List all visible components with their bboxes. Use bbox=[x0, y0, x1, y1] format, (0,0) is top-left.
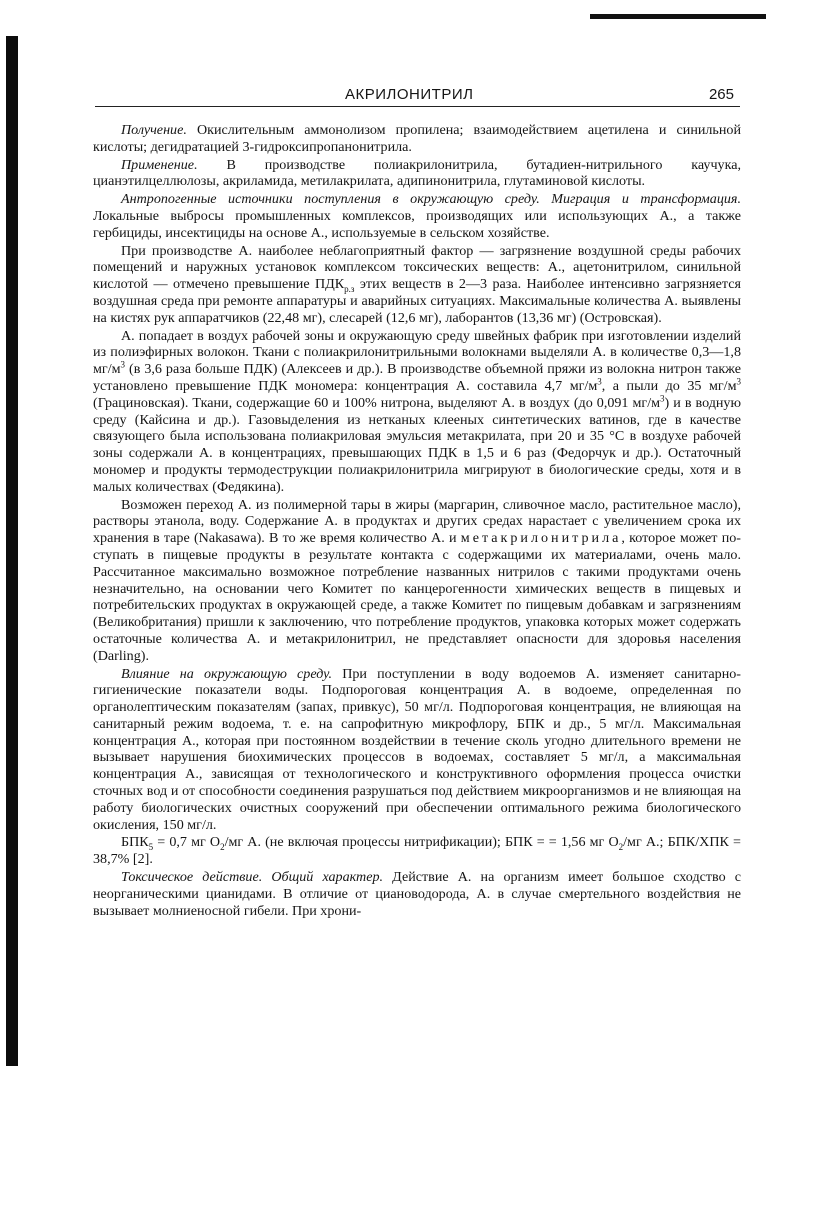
page-header bbox=[95, 84, 740, 106]
paragraph-text: (в 3,6 раза больше ПДК) (Алексеев и др.). В производстве объемной пряжи из волокна нитрон также установлено превышение ПДК мономера: концентрация А. составила 4,7 мг/м bbox=[93, 361, 741, 394]
superscript: 3 bbox=[597, 376, 602, 387]
subscript: 2 bbox=[220, 842, 225, 853]
subscript: 2 bbox=[618, 842, 624, 853]
paragraph-text: /мг А. (не включая процессы нитрификации); БПК = = 1,56 мг O bbox=[224, 834, 619, 851]
paragraph-text: Действие А. на организм имеет большое сходство с неорганическими цианидами. В отличие от циановодорода, А. в случае смертельного воздействия не вызывает молниеносной гибели. При хрони- bbox=[93, 869, 742, 919]
paragraph-text: При поступлении в воду водоемов А. изменяет санитарно-гигиенические показатели воды. Подпороговая концентрация А. в водоеме, определенная по органолептическим показателям (запах, привкус), 50 мг/л. Подпороговая концентрация, не влияющая на санитарный режим водоема, т. е. на сапрофитную микрофлору, БПК и др., 5 мг/л. Максимальная концентрация А., которая при постоянном воздействии в течение сколь угодно длительного времени не вызывает нарушения биохимических процессов в водоемах, составляет 5 мг/л, а максимальная концентрация А., зависящая от технологического и конструктивного оформления процесса очистки сточных вод и от способности соединения разрушаться под действием микроорганизмов и не влияющая на работу биологических очистных сооружений при обеспечении оптимального режима биологического окисления, 150 мг/л. bbox=[93, 665, 741, 833]
paragraph-sources bbox=[93, 191, 741, 241]
section-lead: Получение. bbox=[121, 122, 187, 138]
paragraph-application bbox=[93, 157, 741, 191]
paragraph-bod bbox=[93, 834, 741, 868]
paragraph-toxicity bbox=[93, 869, 741, 919]
page-number: 265 bbox=[708, 86, 734, 103]
paragraph-text: Локальные выбросы промышленных комплексов, производящих или использующих А., а также гербициды, инсектициды на основе А., используемые в сельском хозяйстве. bbox=[93, 207, 741, 241]
superscript: 3 bbox=[660, 393, 665, 404]
paragraph-text: БПК bbox=[121, 834, 149, 851]
paragraph-text: Возможен переход А. из полимерной тары в жиры (маргарин, сливочное масло, растительное масло), растворы этанола, воду. Содержание А. в продуктах и других средах нарастает с увеличением срока их хранения в таре (Nakasawa). В то же время количество А. и bbox=[93, 496, 741, 547]
paragraph-text: В производстве полиакрилонитрила, бутадиен-нитрильного каучука, цианэтилцеллюлозы, акриламида, метилакрилата, адипинонитрила, глутаминовой кислоты. bbox=[93, 156, 741, 190]
paragraph-text: , а пыли до 35 мг/м bbox=[601, 377, 737, 394]
scan-edge-left bbox=[6, 36, 18, 1066]
superscript: 3 bbox=[120, 359, 126, 370]
paragraph-environment bbox=[93, 666, 741, 834]
running-title: АКРИЛОНИТРИЛ bbox=[345, 86, 474, 103]
section-lead: Антропогенные источники поступления в окружающую среду. Миграция и трансформация. bbox=[121, 191, 741, 208]
paragraph-food-migration bbox=[93, 497, 741, 665]
paragraph-text: ) и в водную среду (Кайсина и др.). Газовыделения из нетканых клееных синтетических ватинов, где в качестве связующего была использована полиакриловая эмульсия метакрилата, при 20 и 35 °C в воздухе рабочей зоны содержали А. в концентрациях, превышающих ПДК в 1,5 и 6 раз (Федорчук и др.). Остаточный мономер и продукты термодеструкции полиакрилонитрила мигрируют в биологические среды, хотя и в малых количествах (Федякина). bbox=[93, 394, 741, 495]
paragraph-text: , которое может поступать в пищевые продукты в результате контакта с содержащими их материалами, очень мало. Рассчитанное максимально возможное потребление названных нитрилов с такими продуктами очень незначительно, на основании чего Комитет по канцерогенности химических веществ в пищевых и потребительских продуктах в окружающей среде, а также Комитет по пищевым добавкам и загрязнениям (Великобритания) пришли к заключению, что потребление продуктов, упаковка которых может содержать остаточные количества А. и метакрилонитрил, не представляет опасности для здоровья населения (Darling). bbox=[93, 530, 741, 664]
scan-edge-top bbox=[590, 14, 766, 19]
paragraph-workplace-air bbox=[93, 328, 741, 496]
paragraph-production bbox=[93, 122, 741, 156]
header-rule bbox=[95, 106, 740, 107]
spaced-term: метакрилонитрила bbox=[460, 530, 622, 547]
paragraph-text: Окислительным аммонолизом пропилена; взаимодействием ацетилена и синильной кислоты; дегидратацией 3-гидроксипропанонитрила. bbox=[93, 122, 741, 155]
subscript: р.з bbox=[344, 283, 355, 294]
paragraph-text: При производстве А. наиболее неблагоприятный фактор — загрязнение воздушной среды рабочих помещений и наружных установок комплексом токсических веществ: А., ацетонитрилом, синильной кислотой — отмечено превышение ПДК bbox=[93, 242, 741, 293]
section-lead: Влияние на окружающую среду. bbox=[121, 665, 333, 682]
section-lead: Токсическое действие. Общий характер. bbox=[121, 869, 384, 886]
paragraph-text: (Грациновская). Ткани, содержащие 60 и 100% нитрона, выделяют А. в воздух (до 0,091 мг/м bbox=[93, 394, 661, 411]
paragraph-production-pollution bbox=[93, 243, 741, 327]
paragraph-text: А. попадает в воздух рабочей зоны и окружающую среду швейных фабрик при изготовлении изделий из полиэфирных волокон. Ткани с полиакрилонитрильными волокнами выделяли А. в количестве 0,3—1,8 мг/м bbox=[93, 327, 741, 378]
paragraph-text: = 0,7 мг O bbox=[153, 834, 221, 851]
section-lead: Применение. bbox=[121, 156, 198, 173]
page-body bbox=[93, 122, 741, 919]
superscript: 3 bbox=[736, 376, 741, 387]
subscript: 5 bbox=[148, 842, 154, 853]
paragraph-text: этих веществ в 2—3 раза. Наиболее интенсивно загрязняется воздушная среда при ремонте аппаратуры и аварийных ситуациях. Максимальные количества А. выявлены на кистях рук аппаратчиков (22,48 мг), слесарей (12,6 мг), лаборантов (13,36 мг) (Островская). bbox=[93, 276, 741, 326]
paragraph-text: /мг А.; БПК/ХПК = 38,7% [2]. bbox=[93, 834, 741, 868]
